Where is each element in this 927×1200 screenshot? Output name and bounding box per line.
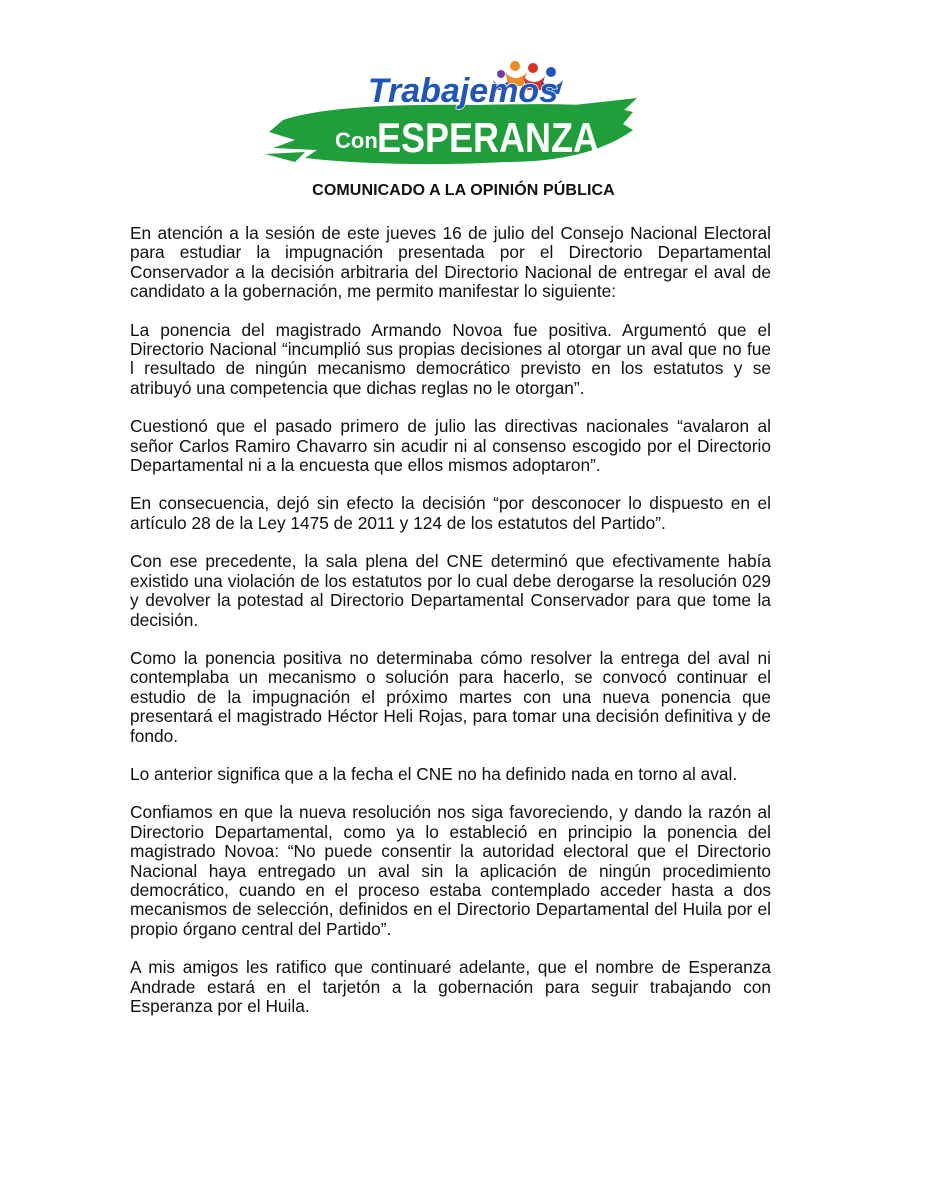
paragraph: Lo anterior significa que a la fecha el CNE no ha definido nada en torno al aval.: [130, 763, 738, 784]
logo-line2-big: ESPERANZA: [377, 114, 599, 161]
paragraph: Confiamos en que la nueva resolución nos siga favoreciendo, y dando la razón al Directorio Departamental, como ya lo estableció en principio la ponencia del magistrado Novoa: “No puede consentir la autoridad electoral que el Directorio Nacional haya entregado un aval sin la aplicación de ningún procedimiento democrático, cuando en el proceso estaba contemplado acceder hasta a dos mecanismos de selección, definidos en el Directorio Departamental del Huila por el propio órgano central del Partido”.: [130, 802, 771, 939]
paragraph: Cuestionó que el pasado primero de julio las directivas nacionales “avalaron al señor Carlos Ramiro Chavarro sin acudir ni al consenso escogido por el Directorio Departamental ni a la encuesta que ellos mismos adoptaron”.: [130, 416, 771, 476]
logo-line1: Trabajemos: [367, 72, 559, 110]
paragraph: Con ese precedente, la sala plena del CNE determinó que efectivamente había existido una violación de los estatutos por lo cual debe derogarse la resolución 029 y devolver la potestad al Directorio Departamental Conservador para que tome la decisión.: [130, 551, 771, 630]
campaign-logo: [265, 58, 637, 168]
paragraph: La ponencia del magistrado Armando Novoa fue positiva. Argumentó que el Directorio Nacional “incumplió sus propias decisiones al otorgar un aval que no fue l resultado de ningún mecanismo democrático previsto en los estatutos y se atribuyó una competencia que dichas reglas no le otorgan”.: [130, 319, 771, 398]
paragraph: En atención a la sesión de este jueves 16 de julio del Consejo Nacional Electoral para estudiar la impugnación presentada por el Directorio Departamental Conservador a la decisión arbitraria del Directorio Nacional de entregar el aval de candidato a la gobernación, me permito manifestar lo siguiente:: [130, 223, 771, 302]
paragraph: Como la ponencia positiva no determinaba cómo resolver la entrega del aval ni contemplaba un mecanismo o solución para hacerlo, se convocó continuar el estudio de la impugnación el próximo martes con una nueva ponencia que presentará el magistrado Héctor Heli Rojas, para tomar una decisión definitiva y de fondo.: [130, 647, 771, 746]
page-title: COMUNICADO A LA OPINIÓN PÚBLICA: [312, 182, 615, 199]
paragraph: A mis amigos les ratifico que continuaré adelante, que el nombre de Esperanza Andrade estará en el tarjetón a la gobernación para seguir trabajando con Esperanza por el Huila.: [130, 957, 771, 1016]
paragraph: En consecuencia, dejó sin efecto la decisión “por desconocer lo dispuesto en el artículo 28 de la Ley 1475 de 2011 y 124 de los estatutos del Partido”.: [130, 493, 771, 533]
document-body: [130, 224, 771, 1035]
logo-line2-small: Con: [335, 128, 378, 153]
campaign-logo-graphic: [265, 58, 637, 168]
